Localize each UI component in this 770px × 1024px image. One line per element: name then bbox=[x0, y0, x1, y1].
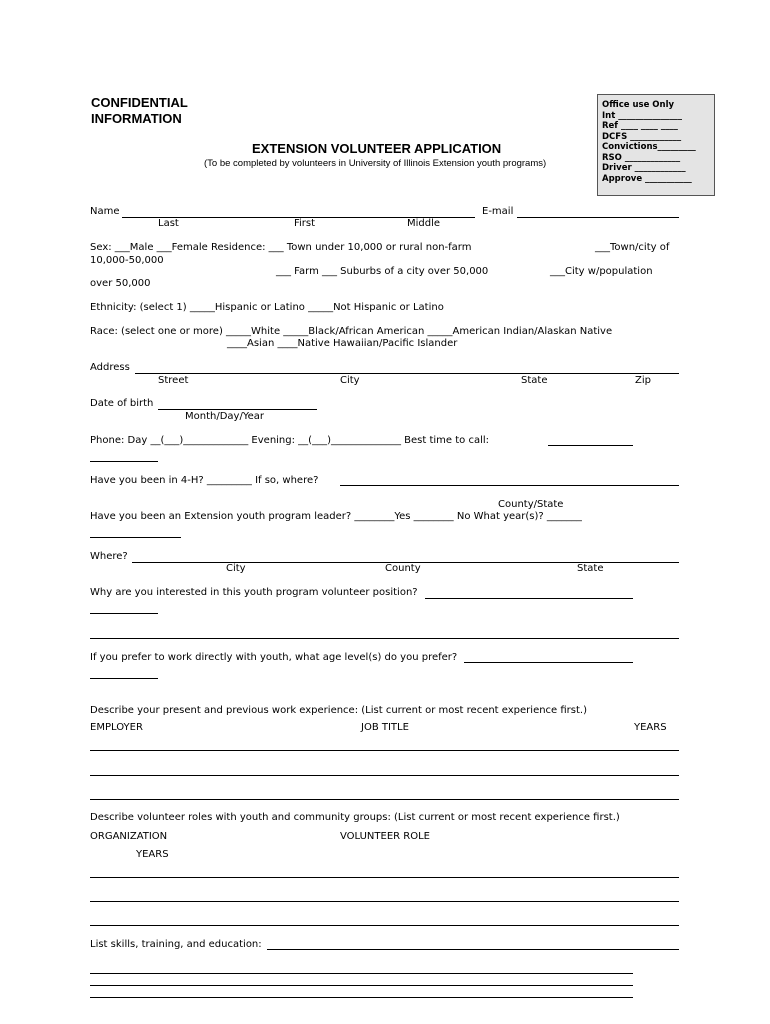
race-options-line1[interactable]: Race: (select one or more) _____White _____Black/African American _____American Indian/Alaskan Native bbox=[90, 326, 613, 337]
skills-line-3[interactable] bbox=[90, 985, 633, 986]
work-line-2[interactable] bbox=[90, 775, 679, 776]
volunteer-organization-header: ORGANIZATION bbox=[90, 831, 168, 842]
sex-residence-line[interactable]: Sex: ___Male ___Female Residence: ___ Town under 10,000 or rural non-farm bbox=[90, 242, 472, 253]
four-h-where-field[interactable] bbox=[340, 485, 679, 486]
skills-field[interactable] bbox=[267, 949, 679, 950]
residence-farm-suburb-options[interactable]: ___ Farm ___ Suburbs of a city over 50,000 bbox=[276, 266, 489, 277]
interest-field-line2[interactable] bbox=[90, 613, 158, 614]
residence-city-population-option[interactable]: ___City w/population bbox=[550, 266, 653, 277]
name-label: Name bbox=[90, 206, 120, 217]
office-use-heading: Office use Only bbox=[602, 100, 675, 110]
confidential-label: CONFIDENTIAL bbox=[91, 95, 188, 110]
where-state-caption: State bbox=[577, 563, 604, 574]
volunteer-line-2[interactable] bbox=[90, 901, 679, 902]
dob-field[interactable] bbox=[158, 409, 317, 410]
best-time-field[interactable] bbox=[548, 445, 633, 446]
name-first-caption: First bbox=[294, 218, 316, 229]
office-use-box bbox=[597, 94, 715, 196]
four-h-question[interactable]: Have you been in 4-H? _________ If so, where? bbox=[90, 475, 319, 486]
office-use-rso: RSO _____________ bbox=[602, 152, 681, 163]
best-time-field-continued[interactable] bbox=[90, 461, 158, 462]
work-job-title-header: JOB TITLE bbox=[361, 722, 409, 733]
volunteer-line-1[interactable] bbox=[90, 877, 679, 878]
phone-fields[interactable]: Phone: Day __(___)_____________ Evening: __(___)______________ Best time to call: bbox=[90, 435, 490, 446]
office-use-driver: Driver ____________ bbox=[602, 163, 686, 173]
volunteer-roles-prompt: Describe volunteer roles with youth and community groups: (List current or most recent experience first.) bbox=[90, 812, 620, 823]
ethnicity-options[interactable]: Ethnicity: (select 1) _____Hispanic or Latino _____Not Hispanic or Latino bbox=[90, 302, 444, 313]
address-zip-caption: Zip bbox=[635, 375, 651, 386]
volunteer-role-header: VOLUNTEER ROLE bbox=[340, 831, 430, 842]
skills-line-4[interactable] bbox=[90, 997, 633, 998]
dob-label: Date of birth bbox=[90, 398, 154, 409]
name-last-caption: Last bbox=[158, 218, 179, 229]
address-state-caption: State bbox=[521, 375, 548, 386]
where-county-caption: County bbox=[385, 563, 421, 574]
where-label: Where? bbox=[90, 551, 128, 562]
address-city-caption: City bbox=[340, 375, 360, 386]
form-title: EXTENSION VOLUNTEER APPLICATION bbox=[252, 141, 502, 156]
skills-line-2[interactable] bbox=[90, 973, 633, 974]
race-options-line2[interactable]: ____Asian ____Native Hawaiian/Pacific Islander bbox=[227, 338, 458, 349]
dob-format-caption: Month/Day/Year bbox=[185, 411, 264, 422]
skills-prompt: List skills, training, and education: bbox=[90, 939, 262, 950]
work-line-3[interactable] bbox=[90, 799, 679, 800]
where-city-caption: City bbox=[226, 563, 246, 574]
email-field[interactable] bbox=[517, 217, 679, 218]
information-label: INFORMATION bbox=[91, 111, 182, 126]
work-experience-prompt: Describe your present and previous work experience: (List current or most recent experience first.) bbox=[90, 705, 588, 716]
interest-field[interactable] bbox=[425, 598, 633, 599]
email-label: E-mail bbox=[482, 206, 514, 217]
age-level-field[interactable] bbox=[464, 662, 633, 663]
age-level-field-line2[interactable] bbox=[90, 678, 158, 679]
form-subtitle: (To be completed by volunteers in University of Illinois Extension youth programs) bbox=[204, 158, 547, 169]
work-line-1[interactable] bbox=[90, 750, 679, 751]
address-street-caption: Street bbox=[158, 375, 189, 386]
office-use-int: Int _______________ bbox=[602, 110, 682, 121]
work-employer-header: EMPLOYER bbox=[90, 722, 143, 733]
name-middle-caption: Middle bbox=[407, 218, 441, 229]
age-level-question: If you prefer to work directly with youth, what age level(s) do you prefer? bbox=[90, 652, 458, 663]
volunteer-line-3[interactable] bbox=[90, 925, 679, 926]
volunteer-years-header: YEARS bbox=[136, 849, 169, 860]
office-use-ref: Ref ____ ____ ____ bbox=[602, 121, 678, 131]
leader-question[interactable]: Have you been an Extension youth program leader? ________Yes ________ No What year(s)? _______ bbox=[90, 511, 582, 522]
residence-town-city-option[interactable]: ___Town/city of bbox=[595, 242, 670, 253]
office-use-dcfs: DCFS ____________ bbox=[602, 131, 682, 142]
address-label: Address bbox=[90, 362, 130, 373]
county-state-caption: County/State bbox=[498, 499, 564, 510]
interest-question: Why are you interested in this youth program volunteer position? bbox=[90, 587, 418, 598]
residence-range-text: 10,000-50,000 bbox=[90, 255, 164, 266]
interest-field-line3[interactable] bbox=[90, 638, 679, 639]
office-use-convictions: Convictions_________ bbox=[602, 142, 696, 152]
address-field[interactable] bbox=[135, 373, 679, 374]
work-years-header: YEARS bbox=[634, 722, 667, 733]
residence-over-text: over 50,000 bbox=[90, 278, 151, 289]
office-use-approve: Approve ___________ bbox=[602, 173, 692, 184]
leader-question-field[interactable] bbox=[90, 537, 181, 538]
